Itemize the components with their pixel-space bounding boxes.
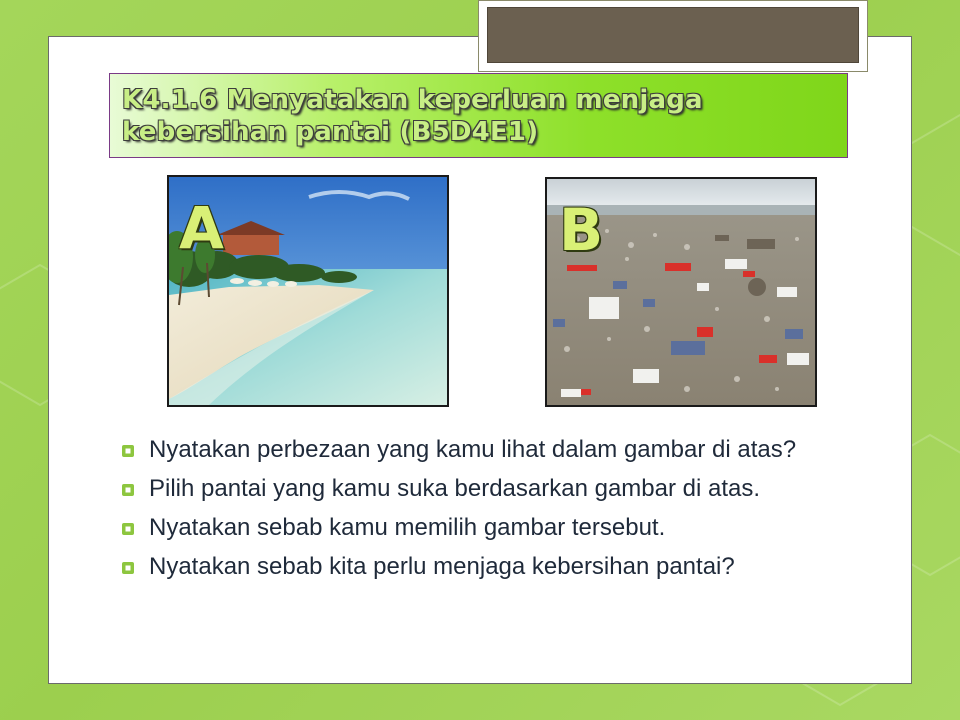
slide-title: K4.1.6 Menyatakan keperluan menjaga kebersihan pantai (B5D4E1) bbox=[122, 85, 703, 147]
question-text: Pilih pantai yang kamu suka berdasarkan gambar di atas. bbox=[149, 475, 761, 502]
question-text: Nyatakan perbezaan yang kamu lihat dalam gambar di atas? bbox=[149, 436, 797, 463]
square-bullet-icon bbox=[122, 523, 134, 535]
question-list bbox=[122, 434, 822, 590]
title-box[interactable] bbox=[109, 73, 848, 158]
header-tab bbox=[478, 0, 868, 72]
square-bullet-icon bbox=[122, 484, 134, 496]
photo-a-label: A bbox=[179, 194, 224, 262]
photo-b-label: B bbox=[559, 196, 604, 264]
question-text: Nyatakan sebab kamu memilih gambar tersebut. bbox=[149, 514, 666, 541]
question-item bbox=[122, 551, 822, 582]
square-bullet-icon bbox=[122, 562, 134, 574]
question-item bbox=[122, 473, 822, 504]
question-item bbox=[122, 434, 822, 465]
question-item bbox=[122, 512, 822, 543]
header-tab-fill bbox=[487, 7, 859, 63]
photo-b-dirty-beach[interactable] bbox=[545, 177, 817, 407]
question-text: Nyatakan sebab kita perlu menjaga kebersihan pantai? bbox=[149, 553, 735, 580]
square-bullet-icon bbox=[122, 445, 134, 457]
photo-a-clean-beach[interactable] bbox=[167, 175, 449, 407]
